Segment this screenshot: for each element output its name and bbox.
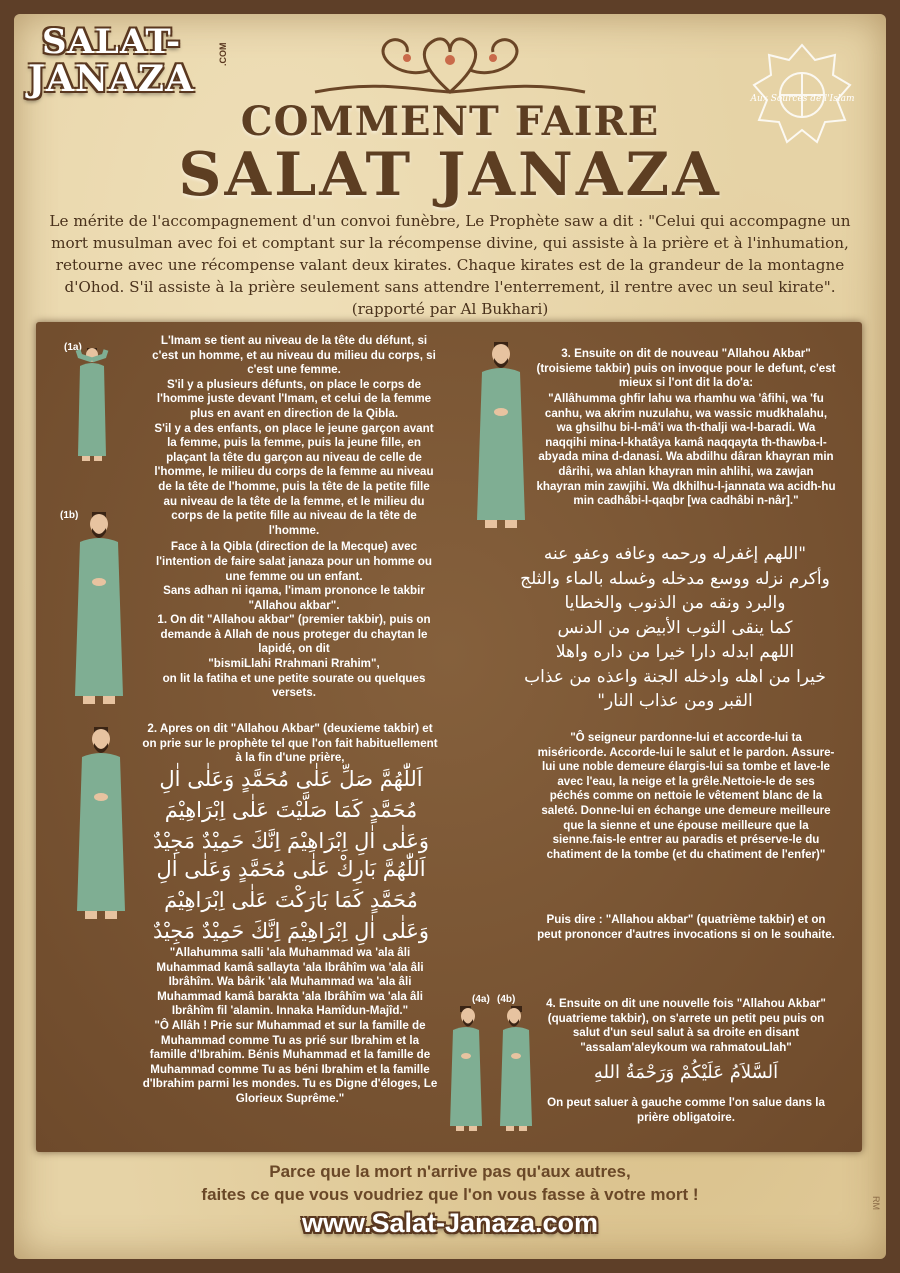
label-1a: (1a) xyxy=(64,342,82,353)
step4-text xyxy=(536,997,836,1055)
no-adhan-text: Sans adhan ni iqama, l'imam prononce le takbir "Allahou akbar". xyxy=(163,584,425,612)
ornament-icon xyxy=(295,30,605,100)
salawat-transliteration: "Allahumma salli 'ala Muhammad wa 'ala âli Muhammad kamâ sallayta 'ala Ibrâhîm wa 'ala âli Ibrâhîm. Wa bârik 'ala Muhammad wa 'ala âli Muhammad kamâ barakta 'ala Ibrâhîm wa 'ala âli Ibrâhîm fil 'alamin. Innaka Hamîdun-Majîd." xyxy=(156,946,424,1018)
imam-position-text: L'Imam se tient au niveau de la tête du défunt, si c'est un homme, et au niveau du milieu du corps, si c'est une femme. xyxy=(152,334,436,377)
page-title-line1: COMMENT FAIRE xyxy=(240,98,660,145)
salawat-arabic-1: اَللّٰهُمَّ صَلِّ عَلٰى مُحَمَّدٍ وَعَلٰى اٰلِ مُحَمَّدٍ كَمَا صَلَّيْتَ عَلٰى اِبْرَاهِيْمَ وَعَلٰى اٰلِ اِبْرَاهِيْمَ اِنَّكَ حَمِيْدٌ مَجِيْدٌ xyxy=(152,767,430,853)
standing-figure-3 xyxy=(470,340,532,538)
brand-logo[interactable] xyxy=(28,22,228,102)
step2-text: 2. Apres on dit "Allahou Akbar" (deuxieme takbir) et on prie sur le prophète tel que l'on fait habituellement à la fin d'une prière, xyxy=(142,722,438,765)
label-4b: (4b) xyxy=(497,994,516,1005)
dua-arabic-line: وأكرم نزله ووسع مدخله وغسله بالماء والثلج xyxy=(520,568,830,589)
brand-line2: JANAZA xyxy=(28,58,195,100)
dua-arabic xyxy=(500,542,850,714)
intro-hadith: Le mérite de l'accompagnement d'un convoi funèbre, Le Prophète saw a dit : "Celui qui accompagne un mort musulman avec foi et comptant sur la récompense divine, qui assiste à la prière et à l'inhumation, retourne avec une récompense valant deux kirates. Chaque kirates est de la grandeur de la montagne d'Ohod. S'il assiste à la prière seulement sans attendre l'enterrement, il rentre avec un seul kirate". (rapporté par Al Bukhari) xyxy=(49,212,851,318)
fatiha-text: on lit la fatiha et une petite sourate ou quelques versets. xyxy=(162,671,426,700)
dua-transliteration: "Allâhumma ghfir lahu wa rhamhu wa 'âfihi, wa 'fu canhu, wa akrim nuzulahu, wa wassic mudkhalahu, wa ghsilhu bi-l-mâ'i wa th-thalji wa-l-baradi. Wa naqqihi mina-l-khatâya kamâ naqqayta th-thawba-l-abyada mina d-danasi. Wa abdilhu dâran khayran min dârihi, wa ahlan khayran min ahlihi, wa zawjan khayran min zawjihi. Wa dkhilhu-l-jannata wa acidh-hu min cadhâbi-l-qaqbr [wa cadhâbi n-nâr]." xyxy=(536,392,836,508)
side-credit: RM xyxy=(871,1196,881,1210)
brand-suffix: .COM xyxy=(218,42,228,66)
dua-arabic-line: كما ينقى الثوب الأبيض من الدنس xyxy=(557,617,793,638)
seal-text: Aux Sources de l'Islam xyxy=(750,94,855,104)
step3-text: 3. Ensuite on dit de nouveau "Allahou Akbar" (troisieme takbir) puis on invoque pour le defunt, c'est mieux si l'ont dit la do'a: xyxy=(536,347,836,390)
salawat-text-block xyxy=(142,946,438,1107)
step4-description: 4. Ensuite on dit une nouvelle fois "Allahou Akbar" (quatrieme takbir), on s'arrete un petit peu puis on salut d'un seul salut à sa droite en disant xyxy=(546,997,826,1040)
brand-line1: SALAT- xyxy=(42,22,182,62)
standing-figure-1b xyxy=(68,510,130,708)
step-fourth-takbir-text: Puis dire : "Allahou akbar" (quatrième takbir) et on peut prononcer d'autres invocations si on le souhaite. xyxy=(537,913,835,941)
label-1b: (1b) xyxy=(60,510,79,521)
dua-translation: "Ô seigneur pardonne-lui et accorde-lui ta miséricorde. Accorde-lui le salut et le pardon. Assure-lui une noble demeure élargis-lui sa tombe et lave-le avec l'eau, la neige et la grêle.Nettoie-le de ses péchés comme on nettoie le vêtement blanc de la saleté. Donne-lui en échange une demeure meilleure que la sienne et une épouse meilleure que la sienne.fais-le entrer au paradis et préserve-le du chatiment de la tombe (et du chatiment de l'enfer)" xyxy=(537,731,835,861)
label-4a: (4a) xyxy=(472,994,490,1005)
website-link[interactable]: www.Salat-Janaza.com xyxy=(301,1208,599,1238)
salam-right-figure-4a xyxy=(446,1004,486,1134)
step1-text: 1. On dit "Allahou akbar" (premier takbir), puis on demande à Allah de nous proteger du chaytan le lapidé, on dit xyxy=(157,613,431,656)
dua-arabic-line: خيرا من اهله وادخله الجنة واعذه من عذاب xyxy=(524,666,826,687)
children-order-text: S'il y a des enfants, on place le jeune garçon avant la femme, puis la femme, puis la jeune fille, en plaçant la tête du garçon au niveau de celle de l'homme, le milieu du corps de la femme au niveau de la tête de l'homme, puis la tête de la petite fille au niveau de la tête de la femme, et le milieu du corps de la petite fille au niveau de la tête de l'homme. xyxy=(154,421,434,537)
salam-arabic: اَلسَّلاَمُ عَلَيْكُمْ وَرَحْمَةُ اللهِ xyxy=(593,1062,779,1083)
intention-text: Face à la Qibla (direction de la Mecque) avec l'intention de faire salat janaza pour un homme ou une femme ou un enfant. xyxy=(156,540,432,583)
dua-arabic-line: القبر ومن عذاب النار" xyxy=(597,691,753,711)
dua-arabic-line: "اللهم إغفرله ورحمه وعافه وعفو عنه xyxy=(543,544,807,564)
basmala-text: "bismiLlahi Rrahmani Rrahim", xyxy=(208,657,380,671)
salam-left-text: On peut saluer à gauche comme l'on salue dans la prière obligatoire. xyxy=(547,1096,825,1124)
page-title-line2: SALAT JANAZA xyxy=(178,140,722,210)
salam-transliteration: "assalam'aleykoum wa rahmatouLlah" xyxy=(580,1040,792,1054)
salawat-translation: "Ô Allâh ! Prie sur Muhammad et sur la famille de Muhammad comme Tu as prié sur Ibrahim et la famille d'Ibrahim. Bénis Muhammad et la famille de Muhammad comme Tu as béni Ibrahim et la famille d'Ibrahim parmi les mondes. Tu es Digne d'éloges, Le Glorieux Suprême." xyxy=(142,1018,438,1105)
standing-figure-2 xyxy=(70,725,132,923)
footer-line2: faites ce que vous voudriez que l'on vous fasse à votre mort ! xyxy=(201,1185,699,1204)
dua-arabic-line: اللهم ابدله دارا خيرا من داره واهلا xyxy=(555,642,795,662)
praying-figure-1a xyxy=(72,346,112,464)
multiple-deceased-text: S'il y a plusieurs défunts, on place le corps de l'homme juste devant l'Imam, et celui de la femme plus en avant en direction de la Qibla. xyxy=(156,377,432,420)
footer-line1: Parce que la mort n'arrive pas qu'aux autres, xyxy=(269,1162,631,1181)
salam-left-figure-4b xyxy=(496,1004,536,1134)
dua-arabic-line: والبرد ونقه من الذنوب والخطايا xyxy=(564,593,786,613)
salawat-arabic-2: اَللّٰهُمَّ بَارِكْ عَلٰى مُحَمَّدٍ وَعَلٰى اٰلِ مُحَمَّدٍ كَمَا بَارَكْتَ عَلٰى اِبْرَاهِيْمَ وَعَلٰى اٰلِ اِبْرَاهِيْمَ اِنَّكَ حَمِيْدٌ مَجِيْدٌ xyxy=(152,857,430,943)
left-text-block xyxy=(150,334,438,701)
